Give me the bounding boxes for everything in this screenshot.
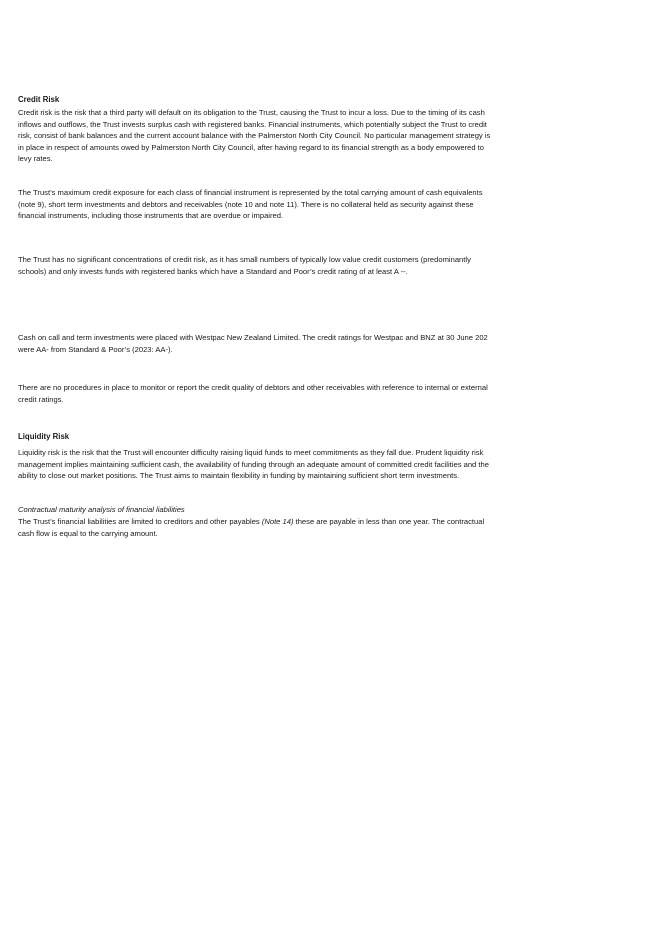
credit-risk-paragraph-5: There are no procedures in place to monitor or report the credit quality of debtors and other receivables with reference to internal or external credit ratings.	[18, 383, 488, 404]
credit-risk-heading: Credit Risk	[18, 95, 60, 104]
credit-risk-paragraph-2: The Trust’s maximum credit exposure for each class of financial instrument is represented by the total carrying amount of cash equivalents (note 9), short term investments and debtors and receivables (note 10 and note 11). There is no collateral held as security against these financial instruments, including those instruments that are overdue or impaired.	[18, 188, 483, 221]
liquidity-risk-paragraph-2	[18, 516, 496, 539]
liquidity-risk-paragraph-1: Liquidity risk is the risk that the Trust will encounter difficulty raising liquid funds to meet commitments as they fall due. Prudent liquidity risk management implies maintaining sufficient cash, the availability of funding through an adequate amount of committed credit facilities and the ability to close out market positions. The Trust aims to maintain flexibility in funding by maintaining sufficient short term investments.	[18, 448, 489, 481]
credit-risk-paragraph-4: Cash on call and term investments were placed with Westpac New Zealand Limited. The credit ratings for Westpac and BNZ at 30 June 202 were AA- from Standard & Poor’s (2023: AA-).	[18, 333, 488, 354]
liquidity-risk-heading: Liquidity Risk	[18, 432, 70, 441]
note-reference: (Note 14)	[261, 517, 294, 526]
contractual-maturity-subheading: Contractual maturity analysis of financial liabilities	[18, 505, 185, 514]
credit-risk-paragraph-1: Credit risk is the risk that a third party will default on its obligation to the Trust, causing the Trust to incur a loss. Due to the timing of its cash inflows and outflows, the Trust invests surplus cash with registered banks. Financial instruments, which potentially subject the Trust to credit risk, consist of bank balances and the current account balance with the Palmerston North City Council. No particular management strategy is in place in respect of amounts owed by Palmerston North City Council, after having regard to its financial strength as a body empowered to levy rates.	[18, 108, 491, 164]
liquidity-text-before-note: The Trust’s financial liabilities are limited to creditors and other payables	[18, 517, 262, 526]
liquidity-text-after-note: these are payable in less than one year. The contractual cash flow is equal to the carrying amount.	[18, 517, 485, 538]
credit-risk-paragraph-3: The Trust has no significant concentrations of credit risk, as it has small numbers of typically low value credit customers (predominantly schools) and only invests funds with registered banks which have a Standard and Poor’s credit rating of at least A --.	[18, 255, 471, 276]
